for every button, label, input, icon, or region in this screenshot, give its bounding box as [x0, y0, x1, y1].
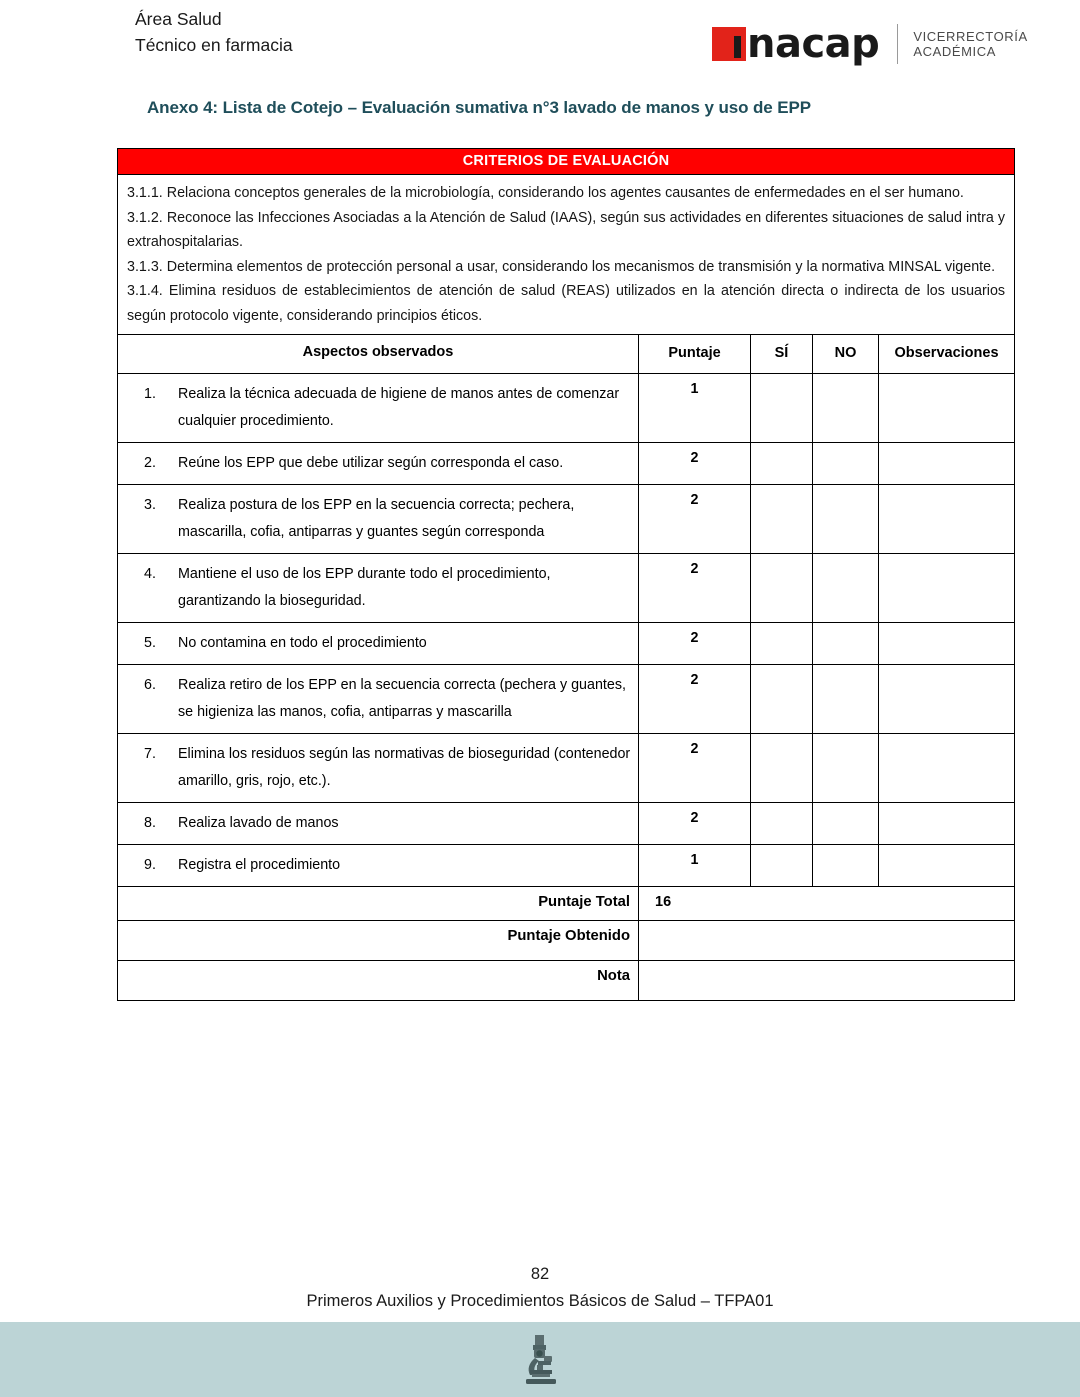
total-label: Puntaje Obtenido [118, 921, 639, 961]
table-row [118, 845, 1015, 887]
no-cell[interactable] [813, 803, 879, 845]
score-cell: 2 [639, 803, 751, 845]
aspect-label: No contamina en todo el procedimiento [178, 635, 427, 651]
aspect-number: 1. [144, 386, 156, 402]
checklist-table [117, 148, 1015, 1001]
total-value: 16 [639, 887, 1015, 921]
criterion-item: 3.1.4. Elimina residuos de establecimientos de atención de salud (REAS) utilizados en la atención directa o indirecta de los usuarios según protocolo vigente, considerando principios éticos. [127, 283, 1006, 324]
column-header-aspects: Aspectos observados [118, 335, 639, 374]
observations-cell[interactable] [879, 554, 1015, 623]
aspect-cell [118, 803, 639, 845]
inacap-logo-mark-icon [712, 27, 746, 61]
aspect-label: Reúne los EPP que debe utilizar según corresponda el caso. [178, 455, 564, 471]
total-row-puntaje-obtenido [118, 921, 1015, 961]
observations-cell[interactable] [879, 485, 1015, 554]
aspect-number: 6. [144, 677, 156, 693]
yes-cell[interactable] [751, 485, 813, 554]
yes-cell[interactable] [751, 554, 813, 623]
logo-divider [897, 24, 898, 64]
aspect-label: Realiza retiro de los EPP en la secuencia correcta (pechera y guantes, se higieniza las manos, cofia, antiparras y mascarilla [178, 677, 626, 720]
score-cell: 2 [639, 443, 751, 485]
observations-cell[interactable] [879, 734, 1015, 803]
inacap-logo [712, 21, 1028, 67]
total-row-nota [118, 961, 1015, 1001]
total-label: Puntaje Total [118, 887, 639, 921]
aspect-number: 9. [144, 857, 156, 873]
aspect-number: 3. [144, 497, 156, 513]
no-cell[interactable] [813, 485, 879, 554]
observations-cell[interactable] [879, 374, 1015, 443]
table-row [118, 374, 1015, 443]
column-header-observations: Observaciones [879, 335, 1015, 374]
aspect-cell [118, 665, 639, 734]
criteria-heading-row [118, 149, 1015, 175]
criterion-item: 3.1.2. Reconoce las Infecciones Asociadas a la Atención de Salud (IAAS), según sus actividades en diferentes situaciones de salud intra y extrahospitalarias. [127, 209, 1006, 250]
no-cell[interactable] [813, 623, 879, 665]
no-cell[interactable] [813, 665, 879, 734]
score-cell: 2 [639, 485, 751, 554]
yes-cell[interactable] [751, 623, 813, 665]
score-cell: 2 [639, 554, 751, 623]
score-cell: 1 [639, 374, 751, 443]
no-cell[interactable] [813, 443, 879, 485]
yes-cell[interactable] [751, 665, 813, 734]
aspect-cell [118, 845, 639, 887]
aspect-label: Mantiene el uso de los EPP durante todo el procedimiento, garantizando la bioseguridad. [178, 566, 551, 609]
table-row [118, 554, 1015, 623]
yes-cell[interactable] [751, 734, 813, 803]
aspect-cell [118, 554, 639, 623]
score-cell: 2 [639, 623, 751, 665]
score-cell: 1 [639, 845, 751, 887]
table-row [118, 443, 1015, 485]
evaluation-sheet [117, 148, 1014, 1001]
checklist-header-row [118, 335, 1015, 374]
total-row-puntaje-total [118, 887, 1015, 921]
yes-cell[interactable] [751, 803, 813, 845]
score-cell: 2 [639, 665, 751, 734]
program-line: Técnico en farmacia [135, 35, 293, 55]
criteria-body-row [118, 175, 1015, 335]
aspect-label: Realiza postura de los EPP en la secuencia correcta; pechera, mascarilla, cofia, antiparras y guantes según corresponda [178, 497, 575, 540]
observations-cell[interactable] [879, 803, 1015, 845]
area-line: Área Salud [135, 9, 222, 29]
criterion-item: 3.1.1. Relaciona conceptos generales de la microbiología, considerando los agentes causantes de enfermedades en el ser humano. [127, 185, 964, 201]
aspect-label: Realiza la técnica adecuada de higiene de manos antes de comenzar cualquier procedimiento. [178, 386, 620, 429]
table-row [118, 623, 1015, 665]
aspect-cell [118, 623, 639, 665]
observations-cell[interactable] [879, 623, 1015, 665]
aspect-number: 8. [144, 815, 156, 831]
logo-subtitle-line2: ACADÉMICA [913, 44, 997, 59]
total-value[interactable] [639, 961, 1015, 1001]
total-value[interactable] [639, 921, 1015, 961]
aspect-cell [118, 485, 639, 554]
no-cell[interactable] [813, 374, 879, 443]
course-name: Primeros Auxilios y Procedimientos Básicos de Salud – TFPA01 [306, 1292, 774, 1310]
microscope-icon [518, 1334, 562, 1386]
program-identification [135, 6, 293, 58]
observations-cell[interactable] [879, 845, 1015, 887]
table-row [118, 734, 1015, 803]
aspect-number: 4. [144, 566, 156, 582]
inacap-wordmark: nacap [747, 21, 880, 67]
table-row [118, 665, 1015, 734]
criterion-item: 3.1.3. Determina elementos de protección personal a usar, considerando los mecanismos de transmisión y la normativa MINSAL vigente. [127, 258, 996, 275]
column-header-no: NO [813, 335, 879, 374]
no-cell[interactable] [813, 734, 879, 803]
criteria-heading: CRITERIOS DE EVALUACIÓN [118, 149, 1015, 175]
yes-cell[interactable] [751, 443, 813, 485]
page-footer [0, 1261, 1080, 1315]
aspect-number: 5. [144, 635, 156, 651]
column-header-yes: SÍ [751, 335, 813, 374]
observations-cell[interactable] [879, 443, 1015, 485]
logo-subtitle-line1: VICERRECTORÍA [913, 29, 1028, 44]
aspect-label: Elimina los residuos según las normativas de bioseguridad (contenedor amarillo, gris, rojo, etc.). [178, 746, 631, 789]
criteria-body [118, 175, 1015, 335]
no-cell[interactable] [813, 845, 879, 887]
aspect-number: 2. [144, 455, 156, 471]
yes-cell[interactable] [751, 845, 813, 887]
page-number: 82 [530, 1265, 550, 1283]
aspect-label: Registra el procedimiento [178, 857, 341, 873]
column-header-score: Puntaje [639, 335, 751, 374]
logo-subtitle [913, 29, 1027, 59]
aspect-label: Realiza lavado de manos [178, 815, 339, 831]
total-label: Nota [118, 961, 639, 1001]
observations-cell[interactable] [879, 665, 1015, 734]
aspect-cell [118, 443, 639, 485]
yes-cell[interactable] [751, 374, 813, 443]
aspect-cell [118, 374, 639, 443]
table-row [118, 803, 1015, 845]
score-cell: 2 [639, 734, 751, 803]
aspect-cell [118, 734, 639, 803]
footer-band [0, 1322, 1080, 1397]
aspect-number: 7. [144, 746, 156, 762]
page-header [0, 0, 1080, 90]
no-cell[interactable] [813, 554, 879, 623]
page-title: Anexo 4: Lista de Cotejo – Evaluación sumativa n°3 lavado de manos y uso de EPP [147, 98, 811, 117]
table-row [118, 485, 1015, 554]
